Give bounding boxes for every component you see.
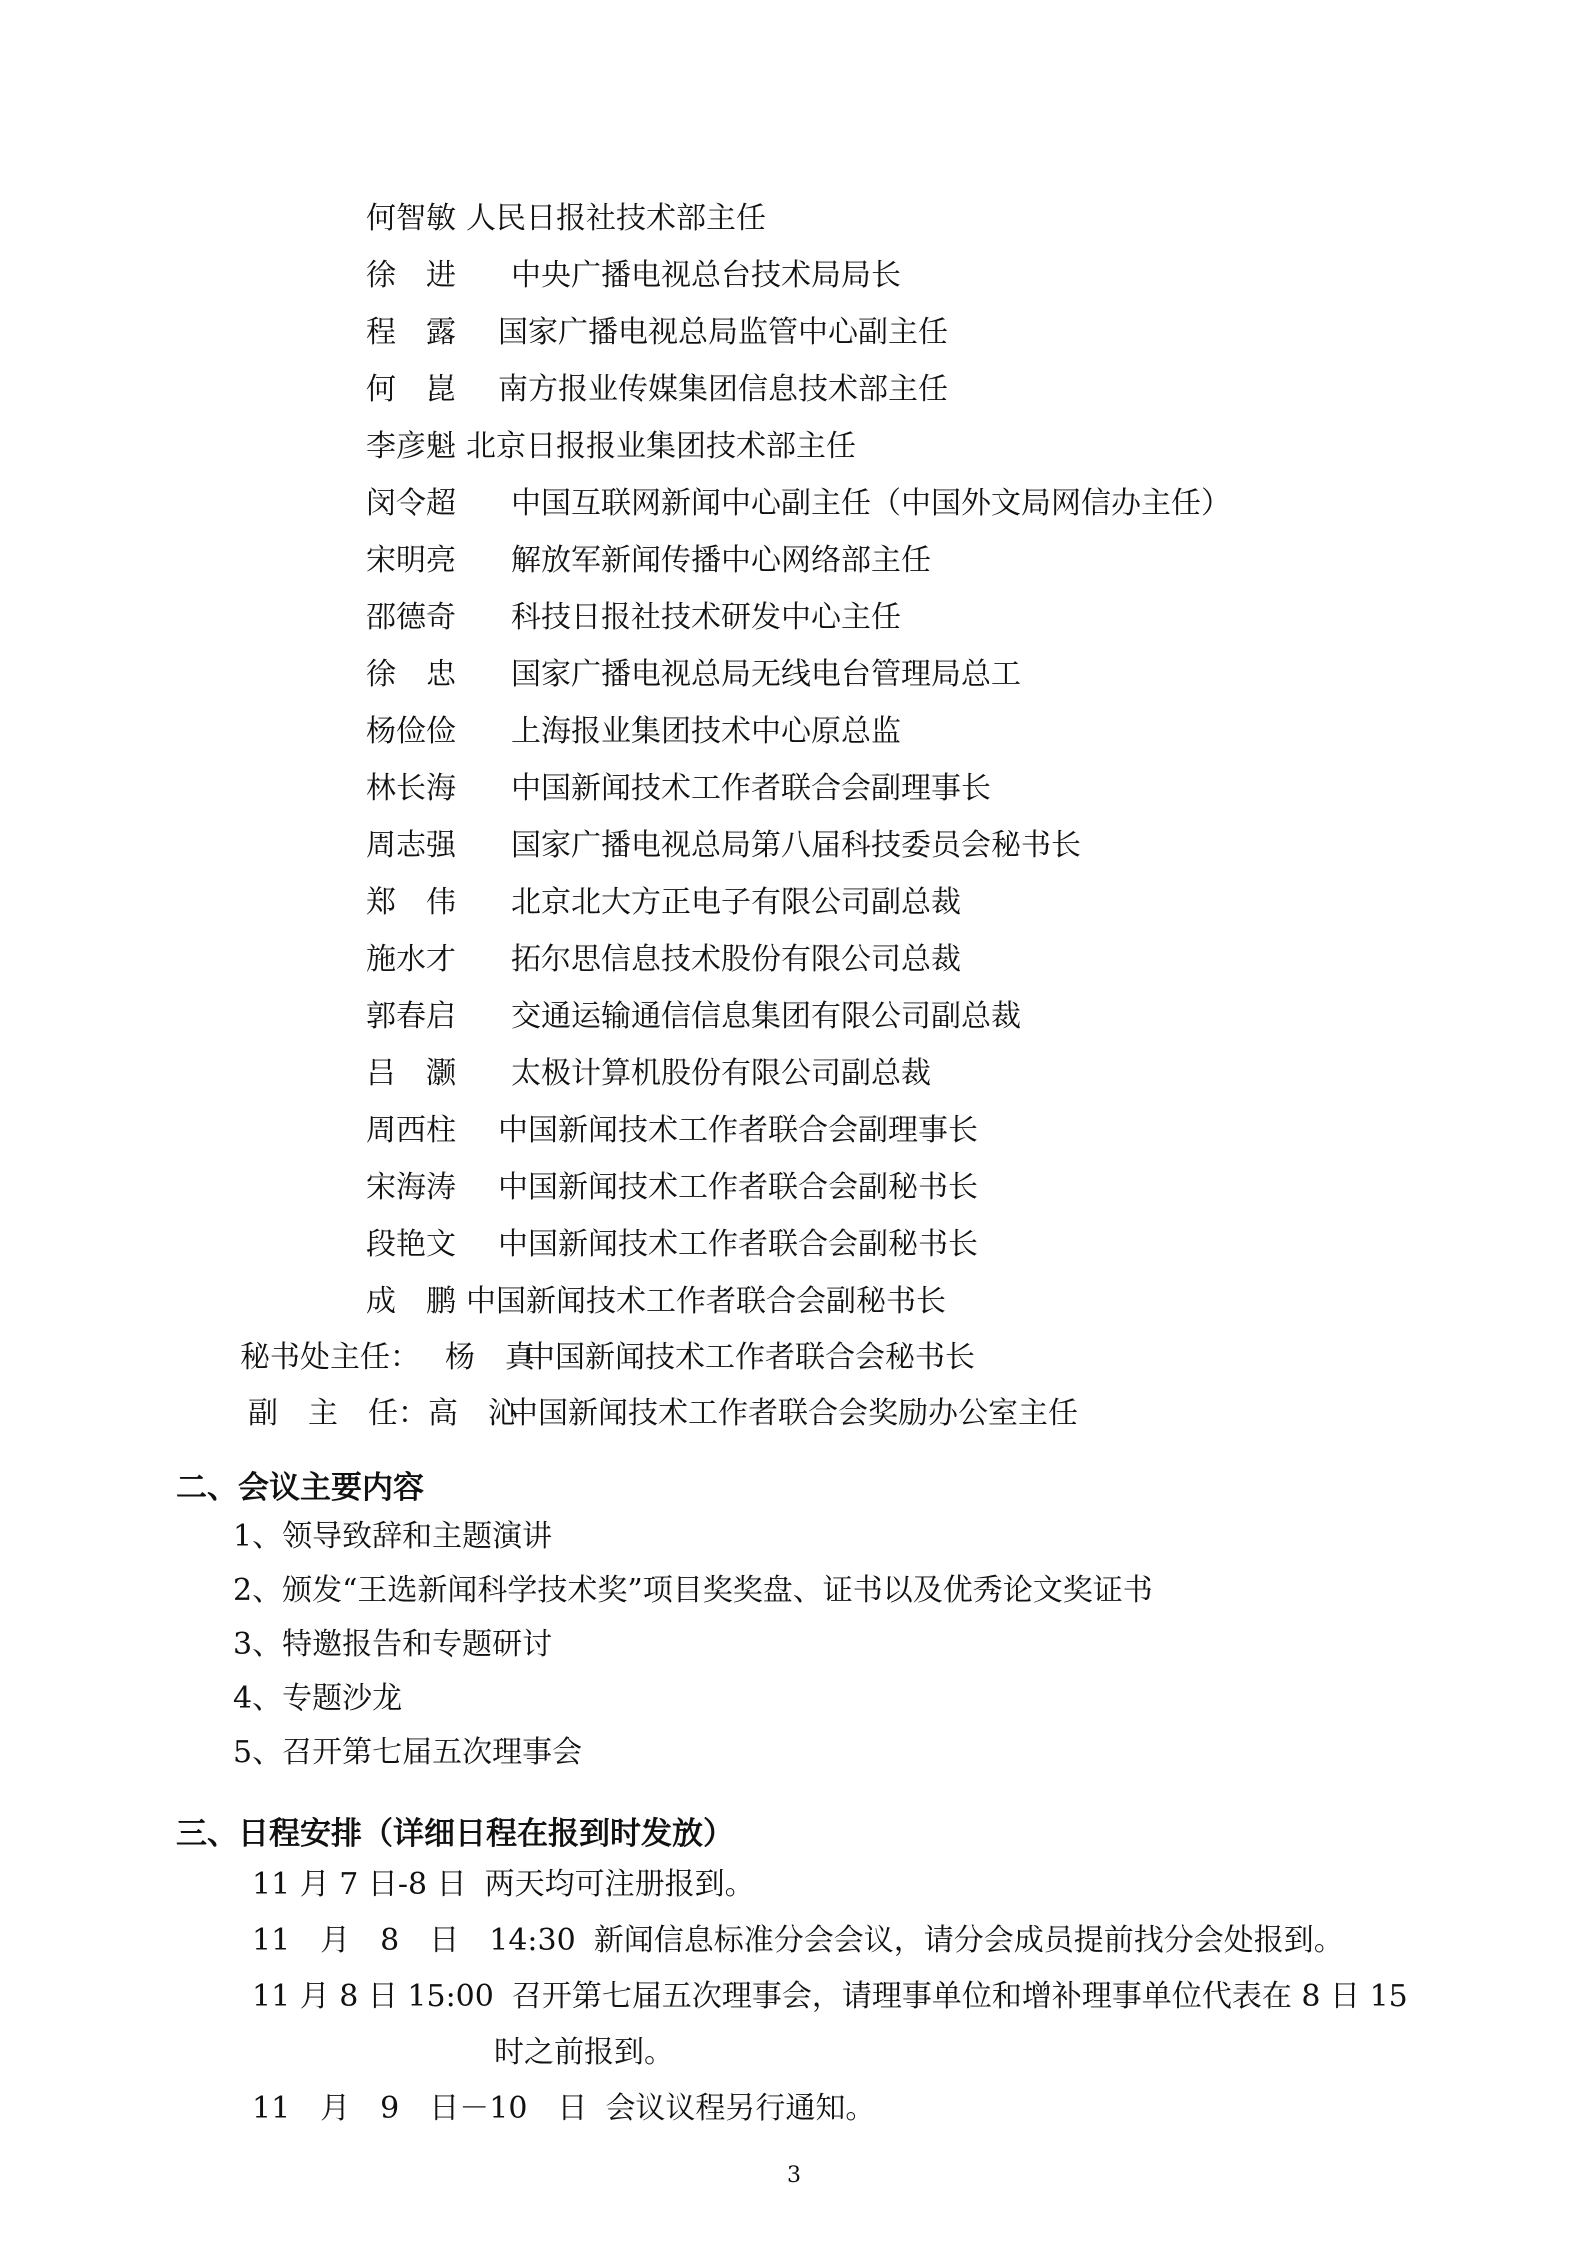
schedule-desc: 召开第七届五次理事会，请理事单位和增补理事单位代表在 8 日 15 [511,1979,1408,2014]
member-row [366,988,1231,1045]
member-title: 人民日报社技术部主任 [466,201,766,236]
member-row [366,874,1231,931]
member-title: 中国新闻技术工作者联合会副秘书长 [466,1284,946,1319]
member-name: 吕 灏 [366,1056,456,1091]
secretariat-name: 高 沁 [428,1396,518,1431]
schedule-date: 11 月 8 日 14:30 [252,1923,576,1958]
member-row [366,532,1231,589]
member-name: 闵令超 [366,486,456,521]
list-item: 2、颁发“王选新闻科学技术奖”项目奖奖盘、证书以及优秀论文奖证书 [233,1573,1153,1608]
member-name: 郭春启 [366,999,456,1034]
committee-member-list [366,190,1231,1330]
secretariat-row [240,1386,1078,1442]
list-item: 1、领导致辞和主题演讲 [233,1519,553,1554]
member-name: 宋海涛 [366,1170,456,1205]
schedule-row [252,1857,1452,1913]
member-title: 上海报业集团技术中心原总监 [511,714,901,749]
page-number: 3 [787,2163,801,2188]
member-row [366,1273,1231,1330]
member-name: 徐 进 [366,258,456,293]
schedule-date: 11 月 8 日 15:00 [252,1979,494,2014]
member-title: 中国新闻技术工作者联合会副秘书长 [498,1170,978,1205]
member-row [366,703,1231,760]
section-heading-meeting-content: 二、会议主要内容 [176,1470,424,1506]
member-title: 太极计算机股份有限公司副总裁 [511,1056,931,1091]
member-row [366,817,1231,874]
list-item: 5、召开第七届五次理事会 [233,1735,583,1770]
meeting-content-list [233,1510,1153,1780]
member-row [366,475,1231,532]
member-title: 国家广播电视总局监管中心副主任 [498,315,948,350]
member-title: 南方报业传媒集团信息技术部主任 [498,372,948,407]
schedule-date: 11 月 7 日-8 日 [252,1867,467,1902]
schedule-desc: 会议议程另行通知。 [605,2091,876,2126]
member-title: 科技日报社技术研发中心主任 [511,600,901,635]
schedule-row [252,2081,1452,2137]
member-title: 中国新闻技术工作者联合会副理事长 [511,771,991,806]
secretariat-list [240,1330,1078,1442]
member-title: 北京日报报业集团技术部主任 [466,429,856,464]
member-row [366,304,1231,361]
schedule-desc: 两天均可注册报到。 [484,1867,755,1902]
member-name: 徐 忠 [366,657,456,692]
list-item: 4、专题沙龙 [233,1681,403,1716]
schedule-list [252,1857,1452,2137]
secretariat-title: 中国新闻技术工作者联合会奖励办公室主任 [508,1396,1078,1431]
member-title: 中央广播电视总台技术局局长 [511,258,901,293]
secretariat-role: 秘书处主任： [240,1340,420,1375]
member-row [366,931,1231,988]
member-row [366,1159,1231,1216]
member-row [366,247,1231,304]
member-row [366,1102,1231,1159]
member-row [366,361,1231,418]
schedule-desc: 新闻信息标准分会会议，请分会成员提前找分会处报到。 [593,1923,1344,1958]
member-name: 何 崑 [366,372,456,407]
member-title: 交通运输通信信息集团有限公司副总裁 [511,999,1021,1034]
list-item: 3、特邀报告和专题研讨 [233,1627,553,1662]
member-title: 国家广播电视总局第八届科技委员会秘书长 [511,828,1081,863]
member-name: 杨俭俭 [366,714,456,749]
schedule-desc-continuation: 时之前报到。 [494,2035,674,2070]
member-title: 拓尔思信息技术股份有限公司总裁 [511,942,961,977]
member-name: 程 露 [366,315,456,350]
member-title: 中国新闻技术工作者联合会副理事长 [498,1113,978,1148]
schedule-row [252,1913,1452,1969]
member-row [366,418,1231,475]
member-title: 解放军新闻传播中心网络部主任 [511,543,931,578]
member-row [366,646,1231,703]
member-title: 北京北大方正电子有限公司副总裁 [511,885,961,920]
member-name: 林长海 [366,771,456,806]
schedule-date: 11 月 9 日－10 日 [252,2091,588,2126]
member-name: 何智敏 [366,201,456,236]
member-title: 国家广播电视总局无线电台管理局总工 [511,657,1021,692]
secretariat-role: 副 主 任： [248,1396,428,1431]
member-row [366,760,1231,817]
member-row [366,589,1231,646]
secretariat-title: 中国新闻技术工作者联合会秘书长 [525,1340,975,1375]
member-row [366,1216,1231,1273]
member-row [366,190,1231,247]
schedule-row [252,1969,1452,2025]
member-name: 李彦魁 [366,429,456,464]
secretariat-row [240,1330,1078,1386]
section-heading-schedule: 三、日程安排（详细日程在报到时发放） [176,1816,734,1852]
member-name: 邵德奇 [366,600,456,635]
member-title: 中国新闻技术工作者联合会副秘书长 [498,1227,978,1262]
member-name: 周西柱 [366,1113,456,1148]
member-name: 周志强 [366,828,456,863]
member-name: 郑 伟 [366,885,456,920]
member-name: 成 鹏 [366,1284,456,1319]
member-title: 中国互联网新闻中心副主任（中国外文局网信办主任） [511,486,1231,521]
member-row [366,1045,1231,1102]
member-name: 施水才 [366,942,456,977]
secretariat-name: 杨 真 [445,1340,535,1375]
member-name: 段艳文 [366,1227,456,1262]
member-name: 宋明亮 [366,543,456,578]
